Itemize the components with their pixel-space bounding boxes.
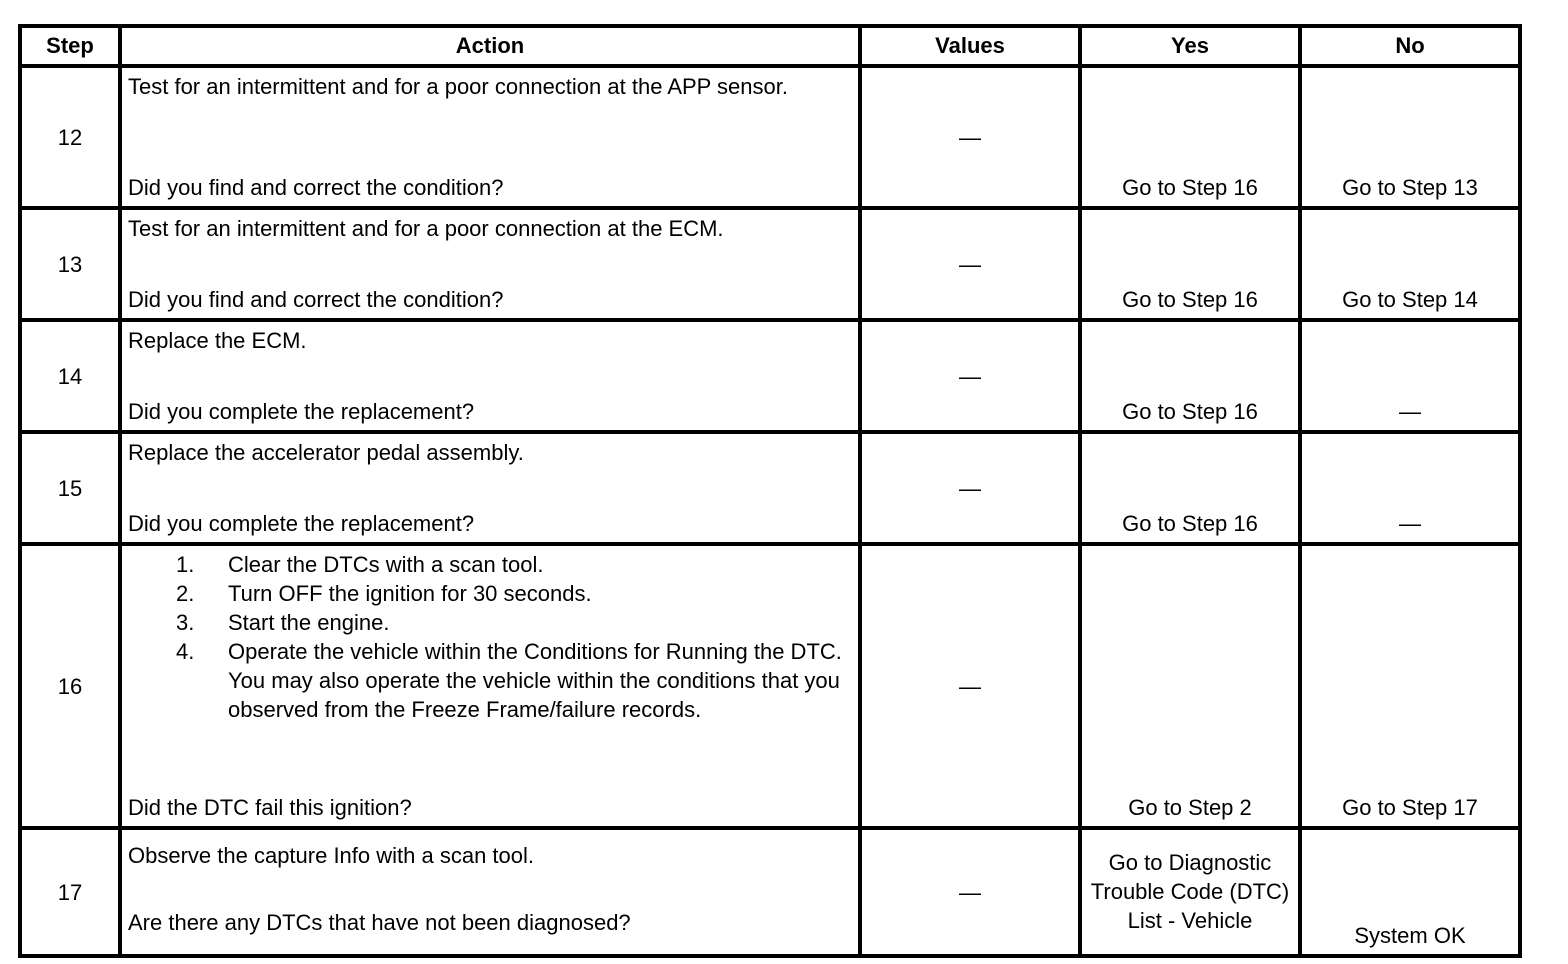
substep-item — [176, 637, 852, 724]
yes-cell: Go to Step 16 — [1080, 432, 1300, 544]
yes-cell: Go to Step 16 — [1080, 320, 1300, 432]
no-cell: Go to Step 13 — [1300, 66, 1520, 208]
table-row — [20, 320, 1520, 432]
values-cell: — — [860, 320, 1080, 432]
substep-text: Start the engine. — [228, 610, 390, 635]
substep-item — [176, 550, 852, 579]
action-question: Did you complete the replacement? — [128, 399, 475, 424]
action-cell — [120, 432, 860, 544]
yes-cell: Go to Diagnostic Trouble Code (DTC) List - Vehicle — [1080, 828, 1300, 956]
action-instruction: Test for an intermittent and for a poor connection at the APP sensor. — [128, 74, 788, 99]
action-question: Did the DTC fail this ignition? — [128, 795, 412, 820]
no-cell: — — [1300, 320, 1520, 432]
substep-text: Turn OFF the ignition for 30 seconds. — [228, 581, 592, 606]
header-row — [20, 26, 1520, 66]
action-instruction: Replace the ECM. — [128, 328, 307, 353]
table-row — [20, 208, 1520, 320]
values-cell: — — [860, 208, 1080, 320]
no-cell: — — [1300, 432, 1520, 544]
substep-item — [176, 608, 852, 637]
step-number: 16 — [20, 544, 120, 828]
substep-text: Operate the vehicle within the Conditions for Running the DTC. You may also operate the vehicle within the conditions that you observed from the Freeze Frame/failure records. — [228, 639, 842, 722]
action-cell — [120, 320, 860, 432]
step-number: 14 — [20, 320, 120, 432]
no-cell: Go to Step 17 — [1300, 544, 1520, 828]
substep-list — [128, 550, 852, 724]
step-number: 15 — [20, 432, 120, 544]
action-instruction: Replace the accelerator pedal assembly. — [128, 440, 524, 465]
no-cell: System OK — [1300, 828, 1520, 956]
substep-number: 1. — [176, 552, 195, 577]
action-cell — [120, 544, 860, 828]
header-step: Step — [20, 26, 120, 66]
action-instruction: Observe the capture Info with a scan tool. — [128, 843, 535, 868]
action-cell — [120, 66, 860, 208]
action-question: Did you complete the replacement? — [128, 511, 475, 536]
values-cell: — — [860, 828, 1080, 956]
header-values: Values — [860, 26, 1080, 66]
header-no: No — [1300, 26, 1520, 66]
no-cell: Go to Step 14 — [1300, 208, 1520, 320]
diagnostic-table — [18, 24, 1522, 958]
action-question: Are there any DTCs that have not been diagnosed? — [128, 910, 631, 935]
action-cell — [120, 208, 860, 320]
substep-item — [176, 579, 852, 608]
header-yes: Yes — [1080, 26, 1300, 66]
action-question: Did you find and correct the condition? — [128, 287, 504, 312]
action-instruction: Test for an intermittent and for a poor connection at the ECM. — [128, 216, 724, 241]
step-number: 13 — [20, 208, 120, 320]
substep-number: 4. — [176, 639, 195, 664]
step-number: 12 — [20, 66, 120, 208]
values-cell: — — [860, 432, 1080, 544]
table-row — [20, 828, 1520, 956]
substep-number: 3. — [176, 610, 195, 635]
substep-number: 2. — [176, 581, 195, 606]
yes-cell: Go to Step 2 — [1080, 544, 1300, 828]
values-cell: — — [860, 66, 1080, 208]
action-question: Did you find and correct the condition? — [128, 175, 504, 200]
yes-cell: Go to Step 16 — [1080, 66, 1300, 208]
values-cell: — — [860, 544, 1080, 828]
table-row — [20, 544, 1520, 828]
yes-cell: Go to Step 16 — [1080, 208, 1300, 320]
header-action: Action — [120, 26, 860, 66]
action-cell — [120, 828, 860, 956]
step-number: 17 — [20, 828, 120, 956]
table-row — [20, 66, 1520, 208]
table-row — [20, 432, 1520, 544]
substep-text: Clear the DTCs with a scan tool. — [228, 552, 544, 577]
